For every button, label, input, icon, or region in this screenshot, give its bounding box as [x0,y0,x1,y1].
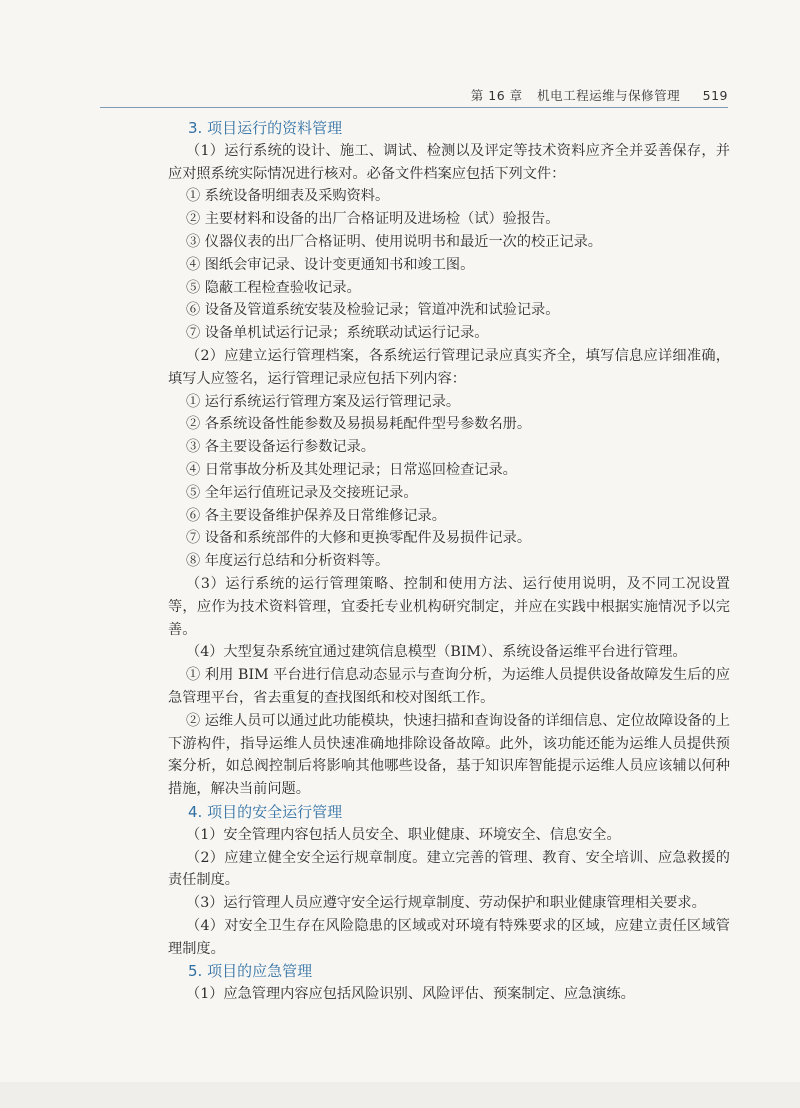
paragraph: （1）应急管理内容应包括风险识别、风险评估、预案制定、应急演练。 [186,986,635,1003]
section-heading: 3. 项目运行的资料管理 [188,119,343,137]
list-item: ⑦ 设备单机试运行记录；系统联动试运行记录。 [186,325,489,342]
paragraph: （3）运行系统的运行管理策略、控制和使用方法、运行使用说明，及不同工况设置等，应作为技术资料管理，宜委托专业机构研究制定，并应在实践中根据实施情况予以完善。 [168,575,730,638]
page-bottom-edge [0,1082,800,1108]
page-header [100,78,728,108]
header-rule [100,107,728,109]
list-item: ① 运行系统运行管理方案及运行管理记录。 [186,393,461,410]
paragraph: （2）应建立健全安全运行规章制度。建立完善的管理、教育、安全培训、应急救援的责任制度。 [168,849,730,889]
list-item: ③ 仪器仪表的出厂合格证明、使用说明书和最近一次的校正记录。 [186,233,602,250]
list-item: ① 系统设备明细表及采购资料。 [186,188,390,205]
list-item: ④ 日常事故分析及其处理记录；日常巡回检查记录。 [186,461,517,478]
section-heading: 5. 项目的应急管理 [188,962,313,981]
list-item: ⑧ 年度运行总结和分析资料等。 [186,553,390,570]
list-item: ⑤ 全年运行值班记录及交接班记录。 [186,484,418,501]
paragraph: （4）大型复杂系统宜通过建筑信息模型（BIM）、系统设备运维平台进行管理。 [186,644,687,661]
list-item: ③ 各主要设备运行参数记录。 [186,439,375,456]
list-item: ⑥ 设备及管道系统安装及检验记录；管道冲洗和试验记录。 [186,302,560,319]
list-item: ⑥ 各主要设备维护保养及日常维修记录。 [186,507,446,524]
body-text [168,117,730,1006]
paragraph: ① 利用 BIM 平台进行信息动态显示与查询分析，为运维人员提供设备故障发生后的应急管理平台，省去重复的查找图纸和校对图纸工作。 [168,667,730,706]
paragraph: （4）对安全卫生存在风险隐患的区域或对环境有特殊要求的区域，应建立责任区域管理制度。 [168,917,730,957]
list-item: ② 各系统设备性能参数及易损易耗配件型号参数名册。 [186,416,532,433]
paragraph: （1）安全管理内容包括人员安全、职业健康、环境安全、信息安全。 [186,826,621,843]
list-item: ② 主要材料和设备的出厂合格证明及进场检（试）验报告。 [186,211,560,228]
list-item: ④ 图纸会审记录、设计变更通知书和竣工图。 [186,256,475,273]
paragraph: （1）运行系统的设计、施工、调试、检测以及评定等技术资料应齐全并妥善保存，并应对照系统实际情况进行核对。必备文件档案应包括下列文件： [168,142,730,182]
section-heading: 4. 项目的安全运行管理 [188,802,343,821]
paragraph: ② 运维人员可以通过此功能模块，快速扫描和查询设备的详细信息、定位故障设备的上下游构件，指导运维人员快速准确地排除设备故障。此外，该功能还能为运维人员提供预案分析，如总阀控制后将影响其他哪些设备，基于知识库智能提示运维人员应该辅以何种措施，解决当前问题。 [168,712,730,798]
chapter-number: 第 16 章 [470,88,523,103]
paragraph: （3）运行管理人员应遵守安全运行规章制度、劳动保护和职业健康管理相关要求。 [186,895,706,912]
chapter-title: 机电工程运维与保修管理 [537,88,681,103]
paragraph: （2）应建立运行管理档案，各系统运行管理记录应真实齐全，填写信息应详细准确，填写人应签名，运行管理记录应包括下列内容： [168,347,730,387]
running-head [471,86,728,104]
list-item: ⑤ 隐蔽工程检查验收记录。 [186,279,361,296]
list-item: ⑦ 设备和系统部件的大修和更换零配件及易损件记录。 [186,530,532,547]
page-number: 519 [702,88,728,103]
